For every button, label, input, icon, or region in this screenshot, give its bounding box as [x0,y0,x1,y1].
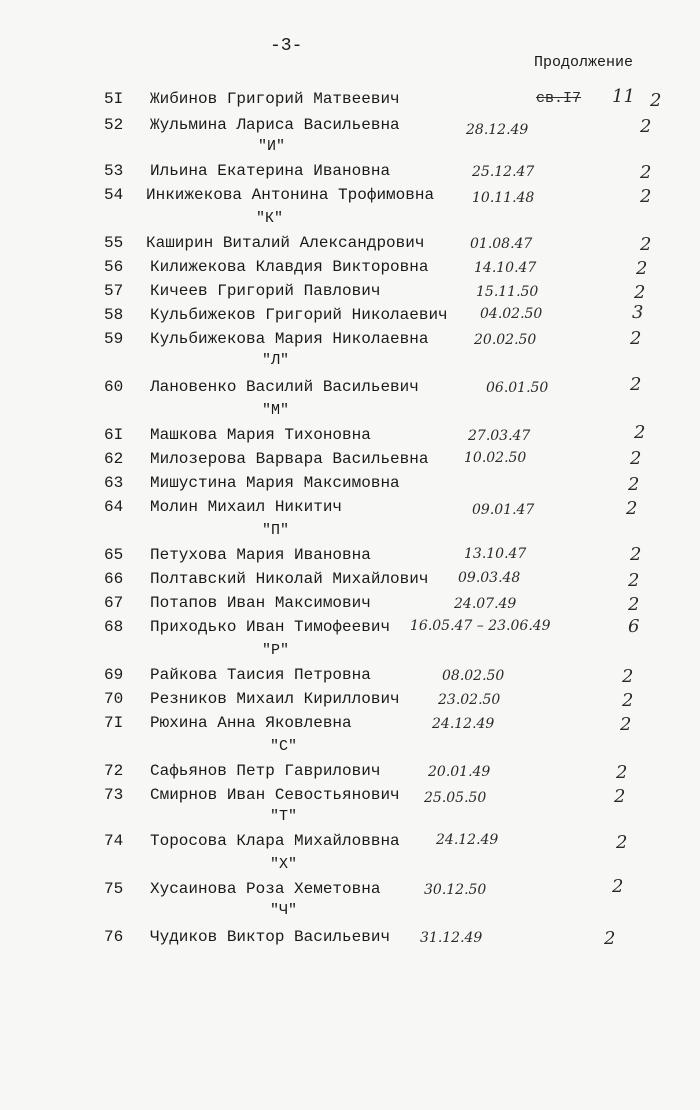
date: 20.01.49 [428,764,491,780]
date: 09.01.47 [472,502,535,518]
date: 04.02.50 [480,306,543,322]
person-name: Сафьянов Петр Гаврилович [150,762,381,780]
grade: 2 [640,234,652,255]
extra-mark: 11 [612,86,635,107]
date: 16.05.47 – 23.06.49 [410,618,551,634]
row-number: 58 [104,306,124,324]
list-item [0,474,700,496]
list-item [0,618,700,640]
person-name: Полтавский Николай Михайлович [150,570,429,588]
person-name: Кичеев Григорий Павлович [150,282,381,300]
list-item [0,162,700,184]
date: 09.03.48 [458,570,521,586]
grade: 2 [628,570,640,591]
person-name: Мишустина Мария Максимовна [150,474,400,492]
row-number: 68 [104,618,124,636]
grade: 2 [612,876,624,897]
grade: 2 [640,116,652,137]
person-name: Кульбижеков Григорий Николаевич [150,306,448,324]
row-number: 65 [104,546,124,564]
list-item [0,422,700,448]
section-letter: "М" [262,402,290,419]
grade: 2 [622,690,634,711]
row-number: 73 [104,786,124,804]
grade: 2 [630,448,642,469]
date: 10.11.48 [472,190,535,206]
list-item [0,374,700,400]
person-name: Рюхина Анна Яковлевна [150,714,352,732]
grade: 2 [634,422,646,443]
row-number: 74 [104,832,124,850]
list-item [0,186,700,208]
date: 08.02.50 [442,668,505,684]
date: 31.12.49 [420,930,483,946]
list-item [0,762,700,784]
row-number: 64 [104,498,124,516]
grade: 2 [630,544,642,565]
list-item [0,258,700,280]
grade: 2 [630,328,642,349]
date: 25.12.47 [472,164,535,180]
person-name: Каширин Виталий Александрович [146,234,425,252]
section-letter: "Р" [262,642,290,659]
grade: 2 [628,594,640,615]
date: 24.12.49 [436,832,499,848]
list-item [0,786,700,808]
list-item [0,546,700,568]
grade: 6 [628,616,640,637]
list-item [0,282,700,304]
section-letter: "С" [270,738,298,755]
date: 13.10.47 [464,546,527,562]
list-item [0,116,700,138]
row-number: 7I [104,714,124,732]
row-number: 54 [104,186,124,204]
date: 15.11.50 [476,284,539,300]
section-letter: "Ч" [270,902,298,919]
list-item [0,832,700,854]
date: 14.10.47 [474,260,537,276]
section-letter: "К" [256,210,284,227]
person-name: Ильина Екатерина Ивановна [150,162,391,180]
person-name: Килижекова Клавдия Викторовна [150,258,429,276]
grade: 2 [616,762,628,783]
row-number: 6I [104,426,124,444]
row-number: 66 [104,570,124,588]
person-name: Хусаинова Роза Хеметовна [150,880,381,898]
grade: 2 [630,374,642,395]
list-item [0,594,700,616]
row-number: 59 [104,330,124,348]
row-number: 5I [104,90,124,108]
date: св.I7 [536,90,582,107]
grade: 2 [650,90,662,111]
page-number: -3- [270,36,303,56]
person-name: Райкова Таисия Петровна [150,666,371,684]
grade: 3 [632,302,644,323]
person-name: Потапов Иван Максимович [150,594,371,612]
person-name: Смирнов Иван Севостьянович [150,786,400,804]
row-number: 56 [104,258,124,276]
date: 24.12.49 [432,716,495,732]
row-number: 60 [104,378,124,396]
person-name: Молин Михаил Никитич [150,498,343,516]
section-letter: "Х" [270,856,298,873]
person-name: Кульбижекова Мария Николаевна [150,330,429,348]
person-name: Приходько Иван Тимофеевич [150,618,391,636]
list-item [0,234,700,256]
row-number: 72 [104,762,124,780]
grade: 2 [626,498,638,519]
grade: 2 [614,786,626,807]
section-letter: "Т" [270,808,298,825]
row-number: 55 [104,234,124,252]
date: 27.03.47 [468,428,531,444]
person-name: Чудиков Виктор Васильевич [150,928,391,946]
row-number: 76 [104,928,124,946]
date: 24.07.49 [454,596,517,612]
row-number: 75 [104,880,124,898]
list-item [0,690,700,712]
list-item [0,498,700,520]
row-number: 67 [104,594,124,612]
grade: 2 [622,666,634,687]
date: 28.12.49 [466,122,529,138]
person-name: Жибинов Григорий Матвеевич [150,90,400,108]
continuation-label: Продолжение [534,54,634,71]
date: 23.02.50 [438,692,501,708]
date: 10.02.50 [464,450,527,466]
person-name: Лановенко Василий Васильевич [150,378,419,396]
list-item [0,928,700,950]
grade: 2 [620,714,632,735]
grade: 2 [628,474,640,495]
row-number: 57 [104,282,124,300]
list-item [0,666,700,688]
section-letter: "И" [258,138,286,155]
person-name: Машкова Мария Тихоновна [150,426,371,444]
date: 06.01.50 [486,380,549,396]
date: 01.08.47 [470,236,533,252]
list-item [0,330,700,352]
date: 25.05.50 [424,790,487,806]
section-letter: "П" [262,522,290,539]
list-item [0,302,700,328]
grade: 2 [636,258,648,279]
row-number: 53 [104,162,124,180]
list-item [0,450,700,472]
row-number: 63 [104,474,124,492]
date: 30.12.50 [424,882,487,898]
person-name: Жульмина Лариса Васильевна [150,116,400,134]
list-item [0,86,700,112]
grade: 2 [634,282,646,303]
list-item [0,570,700,592]
date: 20.02.50 [474,332,537,348]
row-number: 62 [104,450,124,468]
person-name: Петухова Мария Ивановна [150,546,371,564]
grade: 2 [604,928,616,949]
grade: 2 [616,832,628,853]
list-item [0,714,700,736]
grade: 2 [640,162,652,183]
row-number: 69 [104,666,124,684]
person-name: Милозерова Варвара Васильевна [150,450,429,468]
person-name: Резников Михаил Кириллович [150,690,400,708]
row-number: 70 [104,690,124,708]
section-letter: "Л" [262,352,290,369]
person-name: Торосова Клара Михайловвна [150,832,400,850]
row-number: 52 [104,116,124,134]
person-name: Инкижекова Антонина Трофимовна [146,186,435,204]
list-item [0,876,700,902]
grade: 2 [640,186,652,207]
